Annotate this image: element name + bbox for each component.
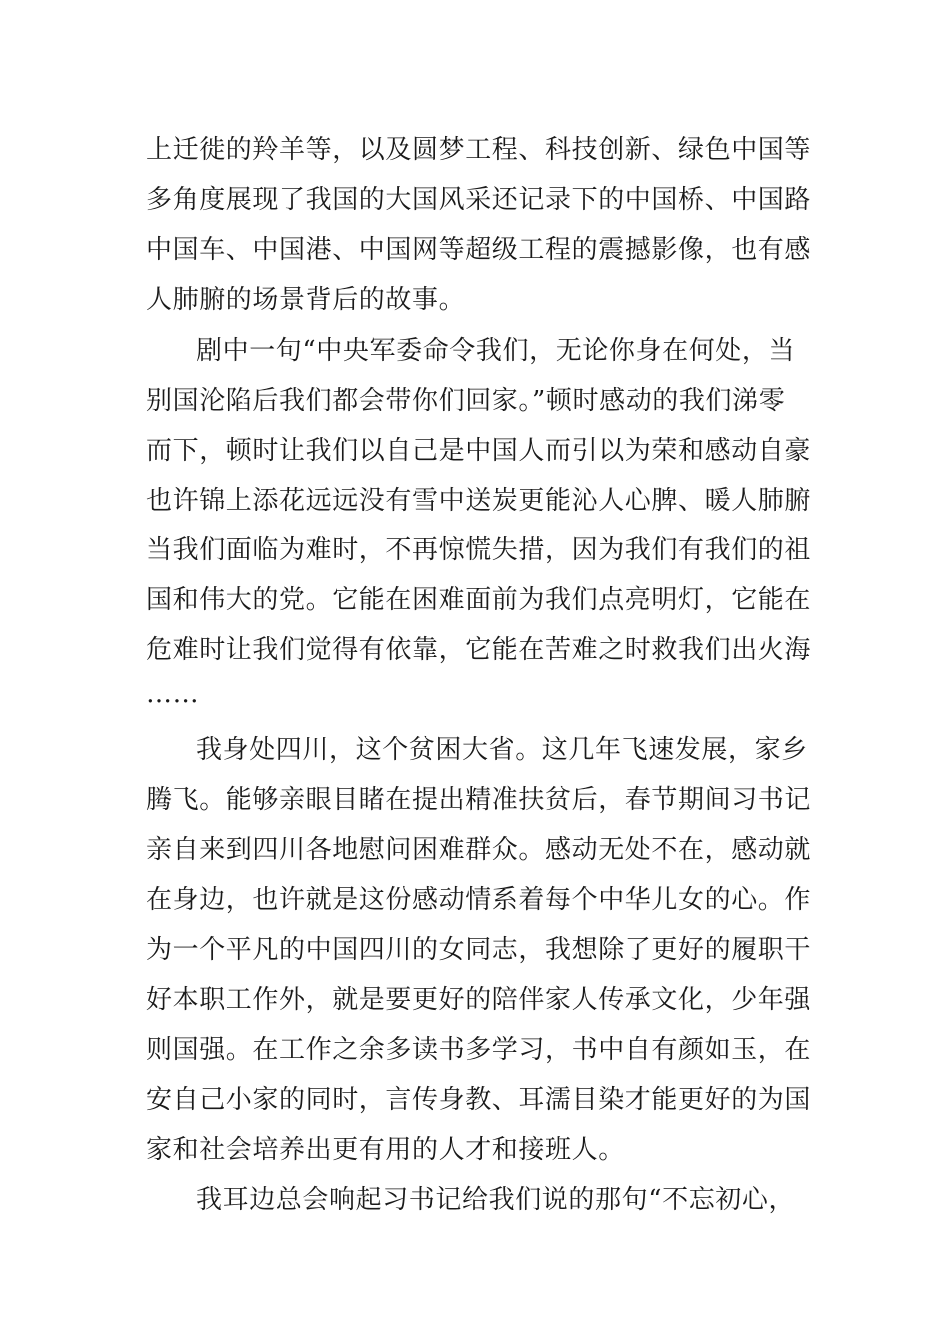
text-line: 在身边，也许就是这份感动情系着每个中华儿女的心。作 [146,885,812,915]
text-line: 则国强。在工作之余多读书多学习，书中自有颜如玉，在 [146,1035,812,1065]
text-line: 别国沦陷后我们都会带你们回家。”顿时感动的我们涕零 [146,386,786,416]
text-line: 当我们面临为难时，不再惊慌失措，因为我们有我们的祖 [146,535,812,565]
text-line: 危难时让我们觉得有依靠，它能在苦难之时救我们出火海 [146,635,812,665]
text-line: …… [146,679,200,709]
text-line: 国和伟大的党。它能在困难面前为我们点亮明灯，它能在 [146,585,812,615]
text-line: 好本职工作外，就是要更好的陪伴家人传承文化，少年强 [146,985,812,1015]
text-line: 上迁徙的羚羊等，以及圆梦工程、科技创新、绿色中国等 [146,135,812,165]
text-line: 亲自来到四川各地慰问困难群众。感动无处不在，感动就 [146,835,812,865]
text-line: 人肺腑的场景背后的故事。 [146,285,466,315]
text-line: 也许锦上添花远远没有雪中送炭更能沁人心脾、暖人肺腑 [146,486,812,516]
text-line: 腾飞。能够亲眼目睹在提出精准扶贫后，春节期间习书记 [146,785,812,815]
text-line: 中国车、中国港、中国网等超级工程的震撼影像，也有感 [146,235,812,265]
text-line: 我耳边总会响起习书记给我们说的那句“不忘初心， [196,1185,796,1215]
text-line: 而下，顿时让我们以自己是中国人而引以为荣和感动自豪 [146,436,812,466]
text-line: 多角度展现了我国的大国风采还记录下的中国桥、中国路 [146,185,812,215]
text-line: 剧中一句“中央军委命令我们，无论你身在何处，当 [196,336,796,366]
text-line: 安自己小家的同时，言传身教、耳濡目染才能更好的为国 [146,1085,812,1115]
text-line: 为一个平凡的中国四川的女同志，我想除了更好的履职干 [146,935,812,965]
text-line: 我身处四川，这个贫困大省。这几年飞速发展，家乡 [196,735,808,765]
text-line: 家和社会培养出更有用的人才和接班人。 [146,1135,625,1165]
